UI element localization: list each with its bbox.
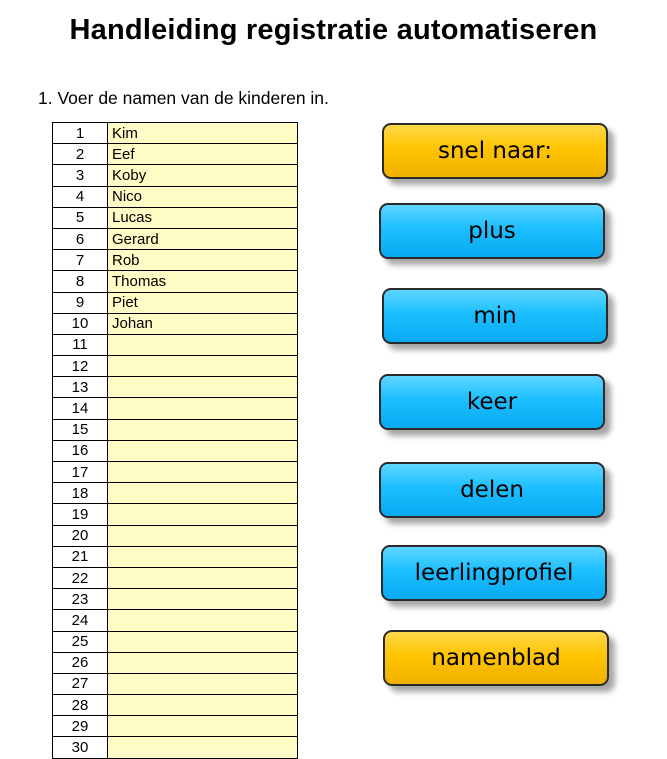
page-title: Handleiding registratie automatiseren: [69, 14, 598, 46]
row-number: 25: [53, 631, 108, 652]
row-number: 1: [53, 123, 108, 144]
row-number: 18: [53, 483, 108, 504]
leerlingprofiel-button[interactable]: leerlingprofiel: [381, 545, 607, 601]
child-name-cell[interactable]: [108, 610, 298, 631]
child-name-cell[interactable]: Nico: [108, 186, 298, 207]
row-number: 10: [53, 313, 108, 334]
child-name-cell[interactable]: [108, 356, 298, 377]
row-number: 11: [53, 334, 108, 355]
table-row: [53, 271, 298, 292]
table-row: [53, 610, 298, 631]
child-name-cell[interactable]: [108, 462, 298, 483]
row-number: 29: [53, 716, 108, 737]
table-row: [53, 144, 298, 165]
row-number: 28: [53, 695, 108, 716]
table-row: [53, 419, 298, 440]
child-name-cell[interactable]: [108, 567, 298, 588]
row-number: 23: [53, 589, 108, 610]
plus-button[interactable]: plus: [379, 203, 605, 259]
child-name-cell[interactable]: Kim: [108, 123, 298, 144]
child-name-cell[interactable]: [108, 419, 298, 440]
child-name-cell[interactable]: Koby: [108, 165, 298, 186]
table-row: [53, 462, 298, 483]
row-number: 5: [53, 207, 108, 228]
row-number: 26: [53, 652, 108, 673]
row-number: 17: [53, 462, 108, 483]
child-name-cell[interactable]: [108, 652, 298, 673]
row-number: 19: [53, 504, 108, 525]
table-row: [53, 377, 298, 398]
row-number: 20: [53, 525, 108, 546]
instruction-text: 1. Voer de namen van de kinderen in.: [38, 88, 329, 108]
table-row: [53, 525, 298, 546]
table-row: [53, 228, 298, 249]
row-number: 27: [53, 673, 108, 694]
row-number: 14: [53, 398, 108, 419]
row-number: 15: [53, 419, 108, 440]
child-name-cell[interactable]: [108, 525, 298, 546]
child-name-cell[interactable]: [108, 334, 298, 355]
row-number: 16: [53, 440, 108, 461]
row-number: 4: [53, 186, 108, 207]
child-name-cell[interactable]: Eef: [108, 144, 298, 165]
row-number: 2: [53, 144, 108, 165]
child-name-cell[interactable]: [108, 673, 298, 694]
min-button[interactable]: min: [382, 288, 608, 344]
names-table: [52, 122, 298, 759]
keer-button[interactable]: keer: [379, 374, 605, 430]
child-name-cell[interactable]: Gerard: [108, 228, 298, 249]
child-name-cell[interactable]: [108, 483, 298, 504]
table-row: [53, 186, 298, 207]
row-number: 7: [53, 250, 108, 271]
table-row: [53, 652, 298, 673]
child-name-cell[interactable]: [108, 695, 298, 716]
namenblad-button[interactable]: namenblad: [383, 630, 609, 686]
table-row: [53, 589, 298, 610]
child-name-cell[interactable]: [108, 716, 298, 737]
child-name-cell[interactable]: Piet: [108, 292, 298, 313]
row-number: 21: [53, 546, 108, 567]
row-number: 30: [53, 737, 108, 758]
table-row: [53, 356, 298, 377]
table-row: [53, 313, 298, 334]
row-number: 22: [53, 567, 108, 588]
table-row: [53, 737, 298, 758]
table-row: [53, 292, 298, 313]
row-number: 12: [53, 356, 108, 377]
table-row: [53, 123, 298, 144]
snel-naar-button[interactable]: snel naar:: [382, 123, 608, 179]
row-number: 13: [53, 377, 108, 398]
child-name-cell[interactable]: [108, 504, 298, 525]
table-row: [53, 334, 298, 355]
table-row: [53, 165, 298, 186]
row-number: 24: [53, 610, 108, 631]
table-row: [53, 546, 298, 567]
child-name-cell[interactable]: Thomas: [108, 271, 298, 292]
table-row: [53, 440, 298, 461]
child-name-cell[interactable]: [108, 546, 298, 567]
table-row: [53, 716, 298, 737]
child-name-cell[interactable]: [108, 737, 298, 758]
child-name-cell[interactable]: [108, 440, 298, 461]
row-number: 6: [53, 228, 108, 249]
child-name-cell[interactable]: Lucas: [108, 207, 298, 228]
child-name-cell[interactable]: Rob: [108, 250, 298, 271]
table-row: [53, 483, 298, 504]
child-name-cell[interactable]: [108, 631, 298, 652]
child-name-cell[interactable]: [108, 589, 298, 610]
row-number: 3: [53, 165, 108, 186]
child-name-cell[interactable]: [108, 377, 298, 398]
delen-button[interactable]: delen: [379, 462, 605, 518]
table-row: [53, 695, 298, 716]
child-name-cell[interactable]: Johan: [108, 313, 298, 334]
table-row: [53, 673, 298, 694]
table-row: [53, 504, 298, 525]
row-number: 9: [53, 292, 108, 313]
table-row: [53, 207, 298, 228]
table-row: [53, 398, 298, 419]
table-row: [53, 250, 298, 271]
table-row: [53, 631, 298, 652]
table-row: [53, 567, 298, 588]
child-name-cell[interactable]: [108, 398, 298, 419]
row-number: 8: [53, 271, 108, 292]
